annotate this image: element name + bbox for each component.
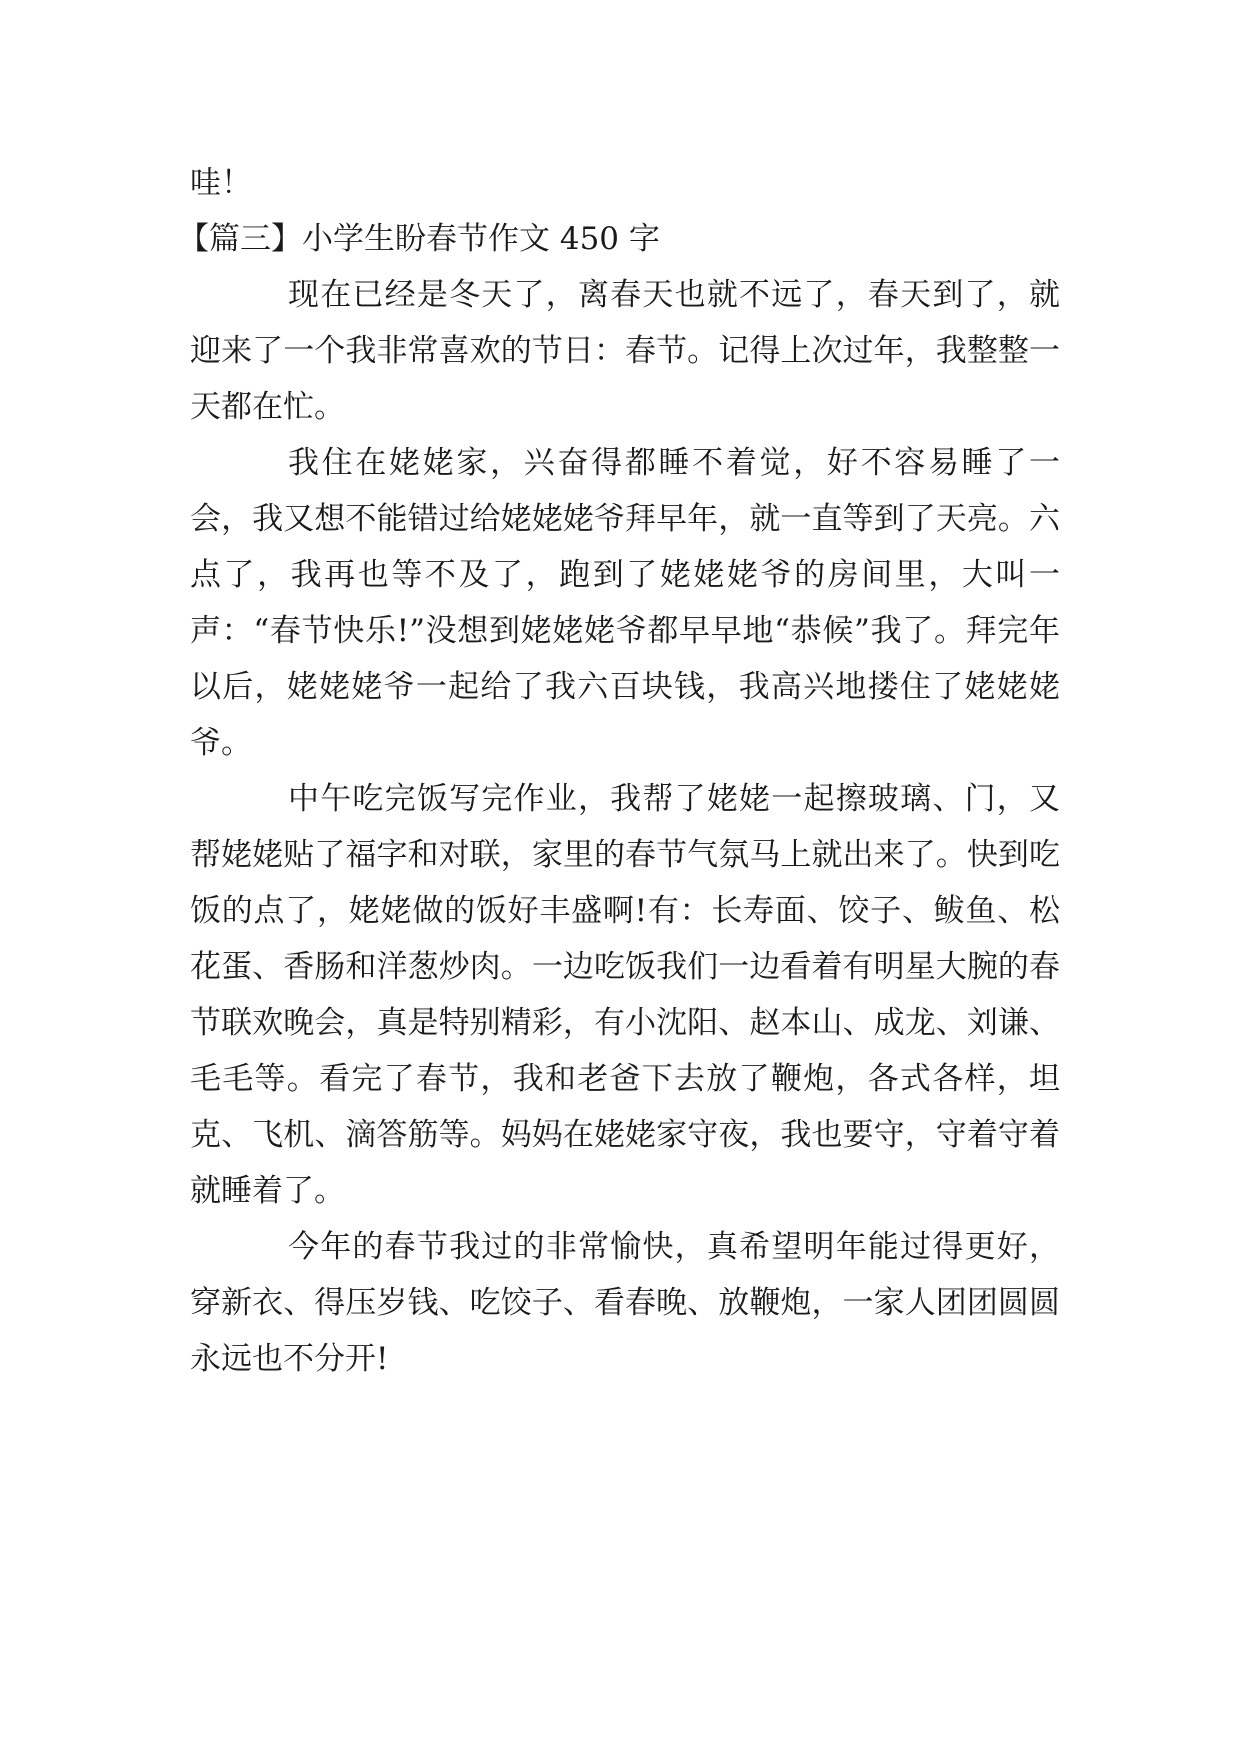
continuation-text: 哇！ bbox=[190, 165, 252, 201]
document-body bbox=[178, 155, 1060, 1387]
paragraph-4: 今年的春节我过的非常愉快，真希望明年能过得更好，穿新衣、得压岁钱、吃饺子、看春晚、放鞭炮，一家人团团圆圆永远也不分开! bbox=[190, 1229, 1060, 1377]
paragraph-2: 我住在姥姥家，兴奋得都睡不着觉，好不容易睡了一会，我又想不能错过给姥姥姥爷拜早年，就一直等到了天亮。六点了，我再也等不及了，跑到了姥姥姥爷的房间里，大叫一声：“春节快乐!”没想到姥姥姥爷都早早地“恭候”我了。拜完年以后，姥姥姥爷一起给了我六百块钱，我高兴地搂住了姥姥姥爷。 bbox=[190, 445, 1060, 761]
section-heading: 【篇三】小学生盼春节作文 450 字 bbox=[178, 221, 660, 257]
paragraph-3: 中午吃完饭写完作业，我帮了姥姥一起擦玻璃、门，又帮姥姥贴了福字和对联，家里的春节气氛马上就出来了。快到吃饭的点了，姥姥做的饭好丰盛啊!有：长寿面、饺子、鲅鱼、松花蛋、香肠和洋葱炒肉。一边吃饭我们一边看着有明星大腕的春节联欢晚会，真是特别精彩，有小沈阳、赵本山、成龙、刘谦、毛毛等。看完了春节，我和老爸下去放了鞭炮，各式各样，坦克、飞机、滴答筋等。妈妈在姥姥家守夜，我也要守，守着守着就睡着了。 bbox=[190, 781, 1060, 1209]
paragraph-1: 现在已经是冬天了，离春天也就不远了，春天到了，就迎来了一个我非常喜欢的节日：春节。记得上次过年，我整整一天都在忙。 bbox=[190, 277, 1060, 425]
